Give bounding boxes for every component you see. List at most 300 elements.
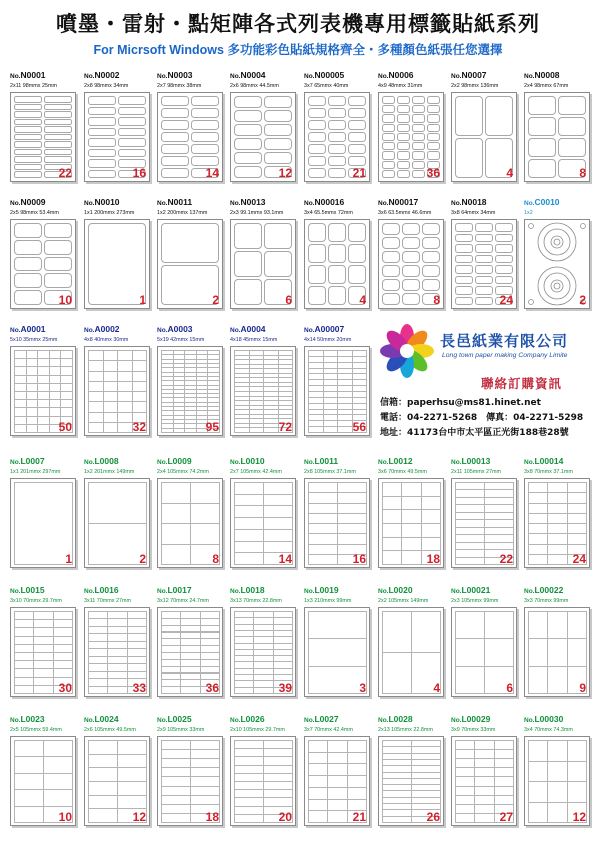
label-sheet-preview (378, 607, 444, 697)
label-card[interactable] (304, 585, 372, 697)
label-count: 30 (58, 681, 72, 695)
label-cell (234, 138, 262, 150)
label-card[interactable] (230, 585, 298, 697)
label-cell (161, 265, 219, 305)
label-cell (475, 297, 493, 306)
product-spec: 2x13 105mmx 22.8mm (378, 727, 433, 733)
label-cell (264, 223, 292, 249)
label-count: 56 (352, 420, 366, 434)
label-cell (43, 756, 73, 773)
label-cell (455, 276, 473, 285)
product-code (378, 456, 446, 468)
label-cell (88, 482, 147, 524)
label-cell (455, 286, 473, 295)
label-cell (528, 554, 548, 565)
product-code-number: N0001 (20, 70, 46, 80)
product-spec: 2x9 105mmx 33mm (157, 727, 205, 733)
label-sheet-preview (84, 346, 150, 436)
label-cell (88, 96, 116, 105)
label-card[interactable] (451, 197, 519, 309)
label-sheet-preview (157, 607, 223, 697)
label-cell (161, 482, 191, 504)
label-cell (117, 754, 147, 769)
label-cell (14, 290, 42, 305)
label-card[interactable] (304, 70, 372, 182)
label-cell (14, 126, 42, 133)
label-card[interactable] (451, 456, 519, 568)
product-code (304, 714, 372, 726)
label-cell (308, 223, 326, 242)
label-cell (455, 255, 473, 264)
label-cell (427, 114, 440, 122)
label-cell (161, 120, 189, 130)
label-cell (44, 240, 72, 255)
product-spec: 3x12 70mmx 24.7mm (157, 598, 209, 604)
product-spec: 4x9 48mmx 31mm (378, 83, 423, 89)
label-sheet-preview (10, 478, 76, 568)
label-card[interactable] (230, 324, 298, 436)
label-count: 50 (58, 420, 72, 434)
label-cell (44, 156, 72, 163)
label-cell (421, 509, 441, 524)
label-card[interactable] (451, 585, 519, 697)
label-count: 12 (572, 810, 586, 824)
label-card[interactable] (230, 70, 298, 182)
product-code-prefix: No. (84, 459, 95, 466)
label-cell (547, 666, 567, 694)
label-count: 14 (278, 552, 292, 566)
label-cell (88, 223, 146, 305)
product-code-prefix: No. (84, 200, 95, 207)
product-code-number: L0008 (94, 456, 119, 466)
label-cell (308, 108, 326, 118)
label-cell (412, 161, 425, 169)
label-sheet-preview (230, 736, 296, 826)
label-cell (308, 120, 326, 130)
label-cell (190, 482, 220, 504)
label-cell (88, 767, 118, 782)
label-cell (88, 138, 116, 147)
label-cell (264, 124, 292, 136)
product-code-number: L0025 (167, 714, 192, 724)
product-spec: 2x8 98mmx 34mm (84, 83, 129, 89)
label-cell (118, 138, 146, 147)
product-code-number: N0003 (167, 70, 193, 80)
label-cell (382, 293, 400, 305)
product-spec: 3x8 70mmx 37.1mm (524, 469, 573, 475)
label-card[interactable] (157, 714, 225, 826)
product-code (451, 456, 519, 468)
product-code-number: L0015 (20, 585, 45, 595)
product-code-number: N0013 (240, 197, 266, 207)
label-cell (328, 265, 346, 284)
label-card[interactable] (524, 70, 592, 182)
label-cell (14, 96, 42, 103)
product-code-prefix: No. (84, 588, 95, 595)
label-cell (43, 789, 73, 806)
label-cell (382, 223, 400, 235)
label-card[interactable] (378, 197, 446, 309)
label-cell (337, 426, 353, 433)
label-card[interactable] (378, 585, 446, 697)
label-card[interactable] (157, 70, 225, 182)
product-code-prefix: No. (10, 327, 21, 334)
label-sheet-preview (10, 346, 76, 436)
label-cell (328, 168, 346, 178)
label-cell (44, 126, 72, 133)
label-cell (191, 108, 219, 118)
label-cell (44, 223, 72, 238)
product-spec: 3x6 70mmx 49.5mm (378, 469, 427, 475)
label-cell (528, 740, 548, 762)
product-code (451, 585, 519, 597)
label-cell (234, 279, 262, 305)
label-cell (117, 767, 147, 782)
label-card[interactable] (84, 714, 152, 826)
product-spec: 2x10 105mmx 29.7mm (230, 727, 285, 733)
product-code-prefix: No. (157, 717, 168, 724)
label-cell (427, 142, 440, 150)
product-code-number: N0008 (534, 70, 560, 80)
company-email[interactable]: 信箱：paperhsu@ms81.hinet.net (380, 398, 541, 408)
label-cell (161, 132, 189, 142)
product-code-number: L0026 (240, 714, 265, 724)
label-card[interactable] (230, 456, 298, 568)
label-card[interactable] (524, 456, 592, 568)
label-cell (567, 740, 587, 762)
label-card[interactable] (230, 197, 298, 309)
label-card[interactable] (304, 324, 372, 436)
label-sheet-preview (524, 92, 590, 182)
label-cell (88, 170, 116, 179)
product-code (84, 585, 152, 597)
label-cell (567, 761, 587, 783)
product-code (10, 714, 78, 726)
product-code-number: A0003 (167, 324, 193, 334)
product-spec: 2x5 105mmx 59.4mm (10, 727, 62, 733)
label-card[interactable] (10, 70, 78, 182)
product-code (84, 714, 152, 726)
label-card[interactable] (10, 324, 78, 436)
product-code-number: A0004 (240, 324, 266, 334)
label-cell (547, 761, 567, 783)
product-code-prefix: No. (304, 717, 315, 724)
product-spec: 3x4 65.5mmx 72mm (304, 210, 353, 216)
label-cell (401, 537, 421, 552)
label-cell (264, 251, 292, 277)
label-cell (14, 257, 42, 272)
label-cell (455, 96, 483, 136)
label-cell (44, 119, 72, 126)
product-code (230, 714, 298, 726)
label-card[interactable] (84, 585, 152, 697)
label-card[interactable] (10, 714, 78, 826)
label-cell (382, 142, 395, 150)
label-sheet-preview (230, 346, 296, 436)
product-code (378, 70, 446, 82)
label-cell (427, 96, 440, 104)
label-sheet-preview (378, 736, 444, 826)
product-code (157, 324, 225, 336)
product-code-prefix: No. (524, 717, 535, 724)
product-code-number: N0018 (461, 197, 487, 207)
label-sheet-preview (84, 219, 150, 309)
label-cell (495, 276, 513, 285)
label-cell (44, 257, 72, 272)
label-sheet-preview (157, 219, 223, 309)
label-cell (422, 251, 440, 263)
label-cell (191, 132, 219, 142)
label-cell (14, 789, 44, 806)
label-cell (44, 111, 72, 118)
label-cell (348, 108, 366, 118)
product-code (157, 585, 225, 597)
product-code (451, 70, 519, 82)
label-cell (455, 557, 485, 565)
label-sheet-preview (230, 478, 296, 568)
product-spec: 1x2 (524, 210, 533, 216)
corner-dot (529, 224, 534, 229)
cd-ring (554, 283, 560, 289)
label-cell (348, 96, 366, 106)
label-cell (14, 134, 42, 141)
product-code (10, 456, 78, 468)
label-cell (44, 141, 72, 148)
label-cell (328, 96, 346, 106)
product-spec: 2x8 105mmx 37.1mm (304, 469, 356, 475)
product-code-number: L00021 (461, 585, 491, 595)
company-phone: 電話：04-2271-5268 傳真：04-2271-5298 (380, 413, 584, 423)
product-spec: 3x8 64mmx 34mm (451, 210, 496, 216)
label-cell (161, 156, 189, 166)
product-code-number: L0009 (167, 456, 192, 466)
label-card[interactable] (378, 714, 446, 826)
label-cell (107, 686, 127, 694)
label-sheet-preview (451, 607, 517, 697)
label-cell (88, 107, 116, 116)
label-cell (161, 96, 189, 106)
label-cell (382, 170, 395, 178)
label-card[interactable] (157, 324, 225, 436)
product-code-prefix: No. (451, 459, 462, 466)
label-card[interactable] (524, 714, 592, 826)
label-cell (14, 149, 42, 156)
label-count: 6 (506, 681, 513, 695)
label-count: 24 (499, 293, 513, 307)
cd-ring (554, 239, 560, 245)
label-cell (558, 117, 586, 136)
label-card[interactable] (10, 456, 78, 568)
product-spec: 3x3 70mmx 99mm (524, 598, 569, 604)
product-code (378, 197, 446, 209)
label-count: 33 (132, 681, 146, 695)
label-card[interactable] (524, 585, 592, 697)
label-cell (88, 808, 118, 823)
label-cell (547, 781, 567, 803)
label-count: 4 (506, 166, 513, 180)
label-cell (397, 142, 410, 150)
label-cell (528, 117, 556, 136)
product-code-prefix: No. (378, 717, 389, 724)
product-code-prefix: No. (304, 73, 315, 80)
label-cell (117, 781, 147, 796)
company-address: 地址：41173台中市太平區正光街188巷28號 (380, 428, 569, 438)
label-cell (475, 265, 493, 274)
label-cell (382, 265, 400, 277)
label-cell (427, 124, 440, 132)
label-cell (234, 814, 264, 823)
label-count: 32 (132, 420, 146, 434)
product-code-prefix: No. (230, 73, 241, 80)
label-cell (455, 138, 483, 178)
label-cell (308, 132, 326, 142)
label-cell (421, 482, 441, 497)
label-cell (308, 426, 324, 433)
label-card[interactable] (304, 197, 372, 309)
product-code (157, 714, 225, 726)
label-cell (118, 149, 146, 158)
label-cell (474, 813, 494, 823)
label-count: 16 (132, 166, 146, 180)
label-cell (308, 611, 367, 639)
label-cell (475, 234, 493, 243)
product-code (10, 585, 78, 597)
product-spec: 4x18 45mmx 15mm (230, 337, 278, 343)
label-card[interactable] (304, 714, 372, 826)
label-count: 12 (132, 810, 146, 824)
product-code-prefix: No. (378, 588, 389, 595)
label-cell (234, 427, 250, 433)
label-cell (348, 265, 366, 284)
label-cell (88, 795, 118, 810)
label-card[interactable] (451, 714, 519, 826)
label-sheet-preview (84, 736, 150, 826)
label-cell (328, 223, 346, 242)
product-code-prefix: No. (10, 73, 21, 80)
label-cell (14, 104, 42, 111)
product-spec: 2x2 105mmx 149mm (378, 598, 429, 604)
label-cell (455, 638, 485, 666)
page-title: 噴墨・雷射・點矩陣各式列表機專用標籤貼紙系列 (56, 12, 540, 36)
label-cell (495, 244, 513, 253)
label-cell (382, 509, 402, 524)
label-cell (264, 152, 292, 164)
label-card[interactable] (10, 197, 78, 309)
label-cell (191, 144, 219, 154)
product-code-prefix: No. (230, 588, 241, 595)
label-count: 22 (499, 552, 513, 566)
label-cell (328, 132, 346, 142)
product-code-number: N0002 (94, 70, 120, 80)
label-cell (402, 293, 420, 305)
label-cell (382, 96, 395, 104)
label-cell (412, 142, 425, 150)
label-cell (328, 120, 346, 130)
label-cell (14, 119, 42, 126)
product-code-prefix: No. (451, 73, 462, 80)
label-cell (547, 802, 567, 824)
label-cell (401, 482, 421, 497)
label-cell (328, 244, 346, 263)
label-cell (421, 496, 441, 511)
label-cell (475, 286, 493, 295)
label-cell (161, 503, 191, 525)
label-cell (475, 223, 493, 232)
label-cell (117, 795, 147, 810)
label-card[interactable] (524, 197, 592, 309)
label-card[interactable] (157, 197, 225, 309)
product-spec: 3x10 70mmx 29.7mm (10, 598, 62, 604)
label-sheet-preview (304, 346, 370, 436)
label-cell (234, 152, 262, 164)
label-card[interactable] (84, 70, 152, 182)
label-card[interactable] (84, 456, 152, 568)
product-code-prefix: No. (10, 200, 21, 207)
label-cell (422, 237, 440, 249)
product-code-number: L0024 (94, 714, 119, 724)
label-cell (190, 503, 220, 525)
label-card[interactable] (157, 456, 225, 568)
label-sheet-preview (230, 607, 296, 697)
product-code (524, 456, 592, 468)
product-code-number: N0010 (94, 197, 120, 207)
label-cell (412, 133, 425, 141)
label-card[interactable] (84, 197, 152, 309)
product-code (10, 324, 78, 336)
product-code-prefix: No. (10, 717, 21, 724)
label-cell (382, 550, 402, 565)
label-cell (397, 124, 410, 132)
product-code-prefix: No. (304, 459, 315, 466)
label-cell (180, 686, 200, 694)
label-sheet-preview (378, 478, 444, 568)
product-code-prefix: No. (451, 717, 462, 724)
label-cell (528, 96, 556, 115)
label-cell (88, 781, 118, 796)
product-code-number: L00029 (461, 714, 491, 724)
label-cell (397, 161, 410, 169)
label-cell (567, 638, 587, 666)
label-cell (33, 685, 53, 694)
label-cell (14, 141, 42, 148)
label-cell (308, 810, 328, 823)
product-spec: 2x4 105mmx 74.2mm (157, 469, 209, 475)
product-code-number: L0010 (240, 456, 265, 466)
label-card[interactable] (230, 714, 298, 826)
label-cell (382, 105, 395, 113)
label-card[interactable] (10, 585, 78, 697)
label-card[interactable] (157, 585, 225, 697)
label-cell (308, 265, 326, 284)
label-cell (427, 151, 440, 159)
label-sheet-preview (10, 607, 76, 697)
product-code (230, 324, 298, 336)
label-cell (348, 156, 366, 166)
product-code-number: L0028 (388, 714, 413, 724)
label-card[interactable] (304, 456, 372, 568)
product-code-prefix: No. (157, 200, 168, 207)
label-card[interactable] (451, 70, 519, 182)
label-cell (14, 806, 44, 823)
label-card[interactable] (378, 70, 446, 182)
product-spec: 5x19 42mmx 15mm (157, 337, 205, 343)
label-cell (118, 96, 146, 105)
label-sheet-preview (524, 607, 590, 697)
product-code-prefix: No. (524, 588, 535, 595)
label-card[interactable] (84, 324, 152, 436)
product-code-number: N0007 (461, 70, 487, 80)
label-card[interactable] (378, 456, 446, 568)
